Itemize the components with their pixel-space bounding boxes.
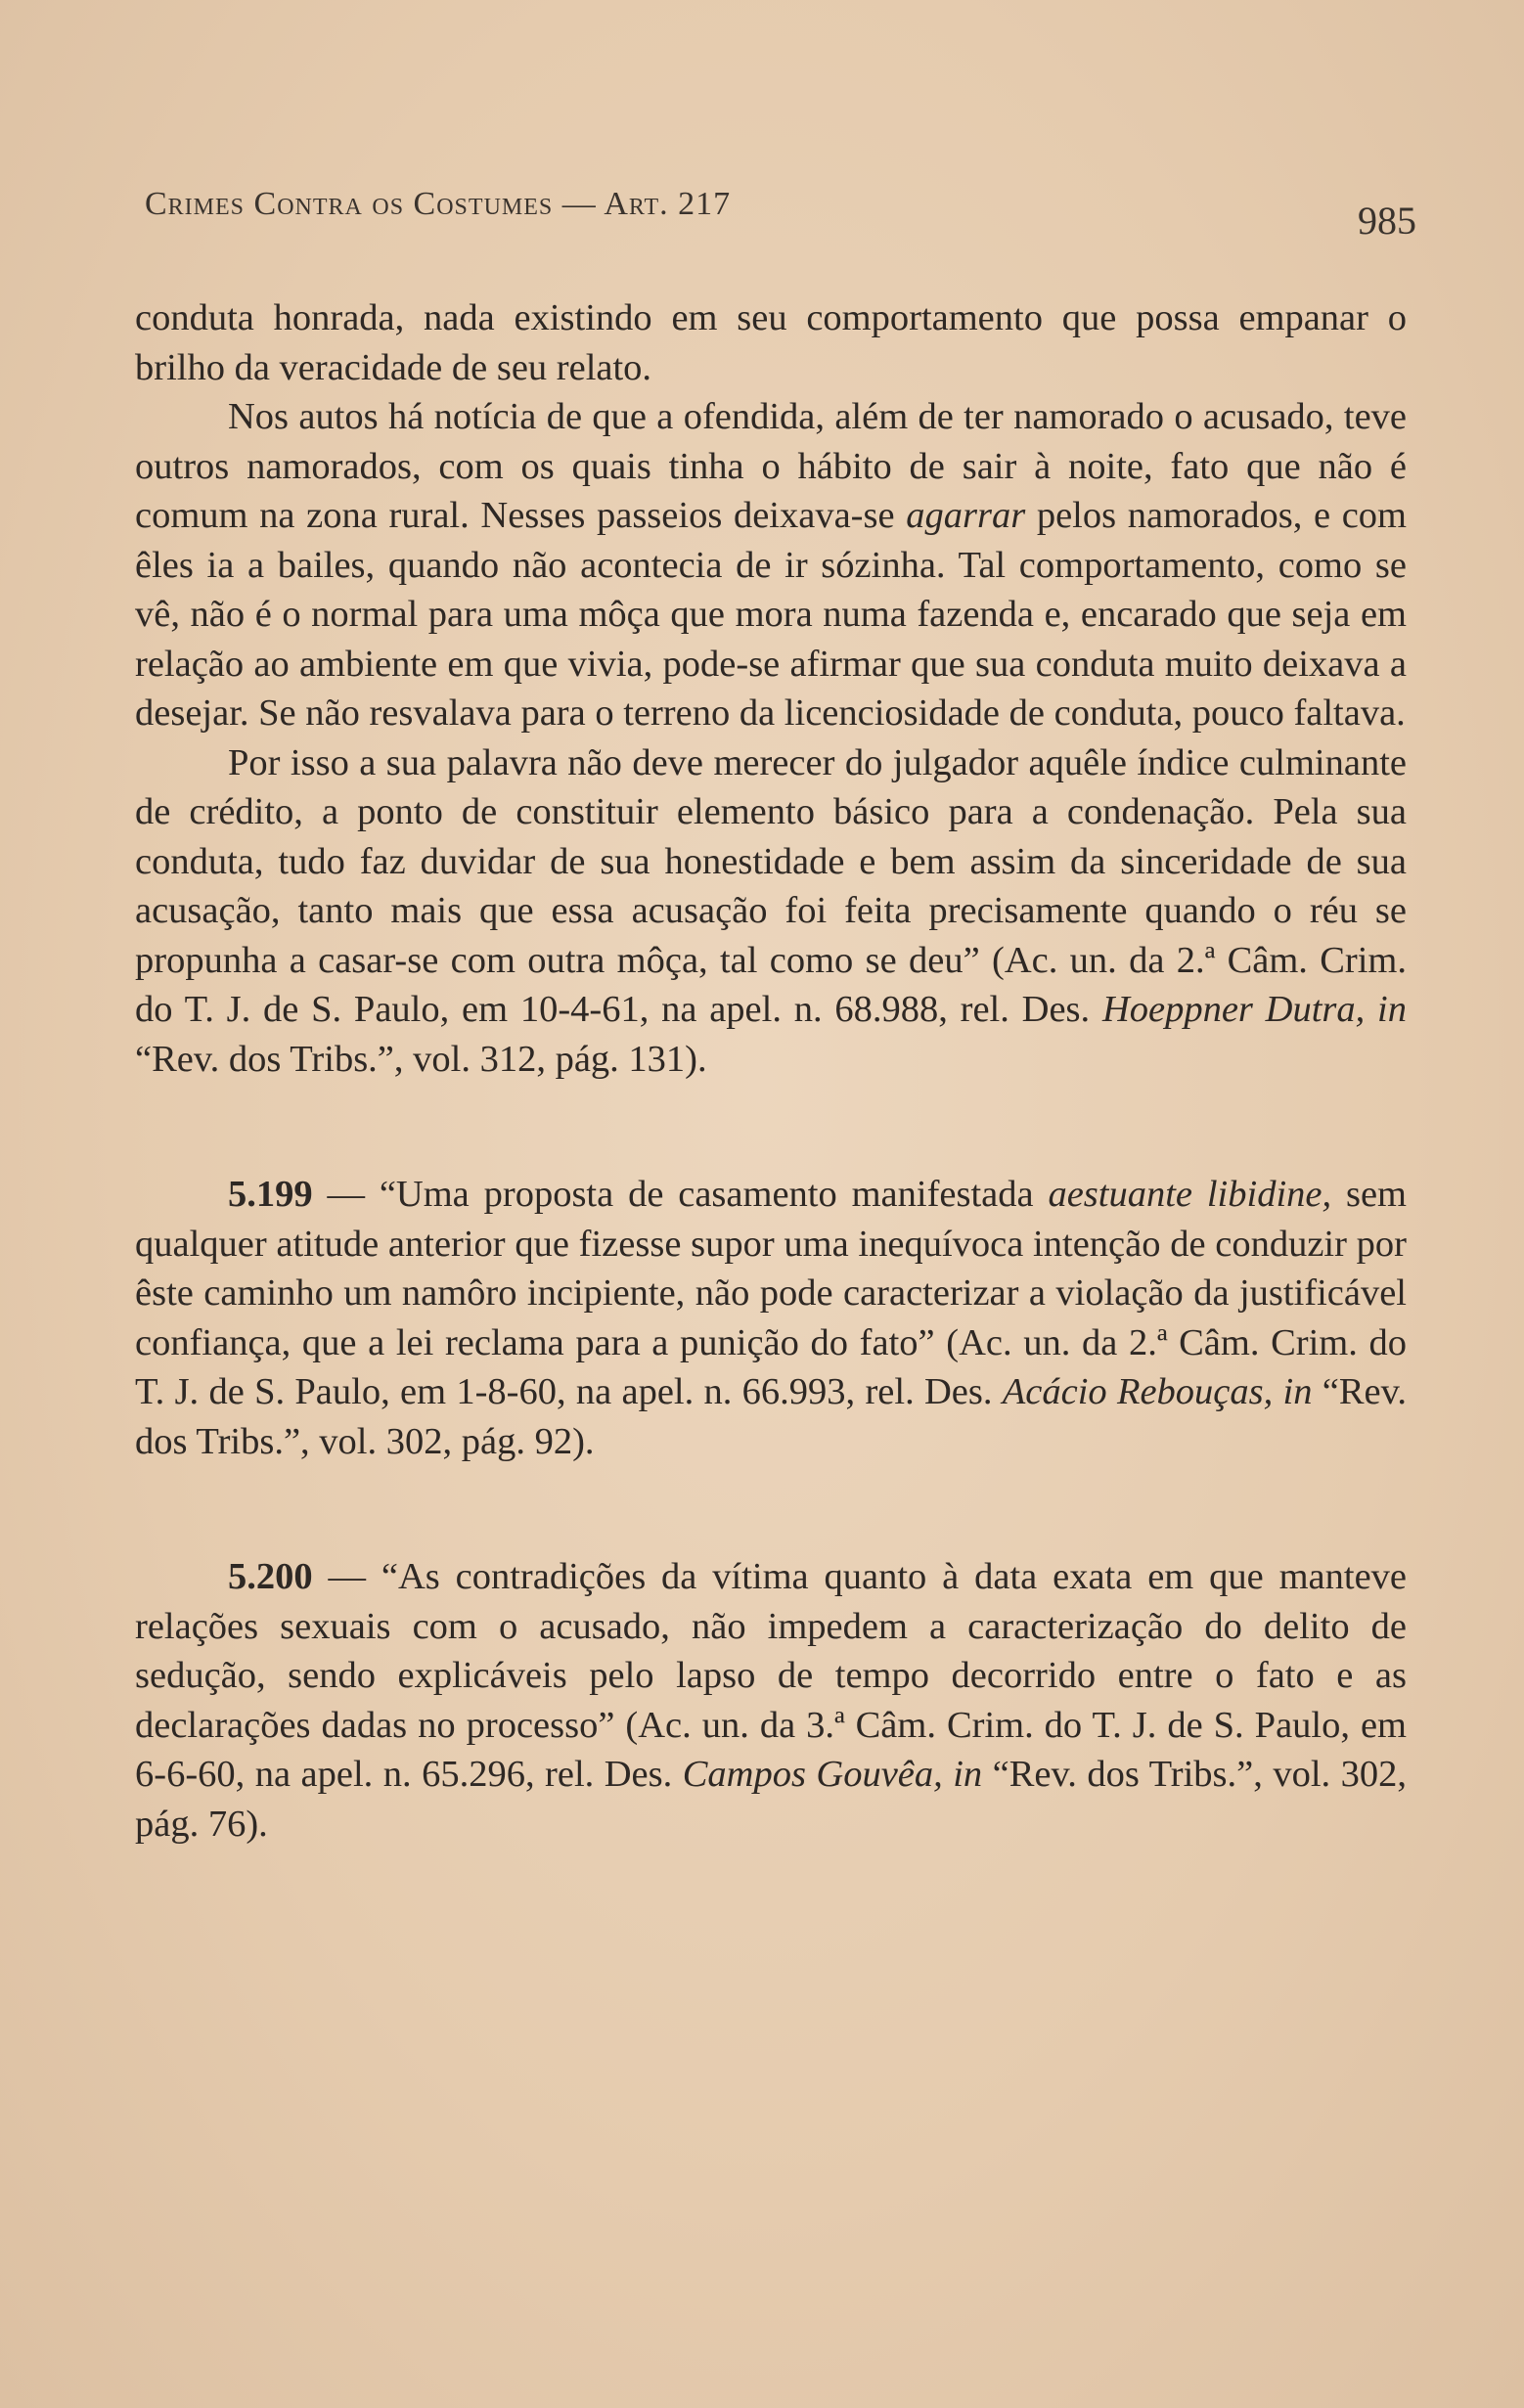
entry-text: — “As contradições da vítima quanto à data exata em que manteve relações sexuais com o acusado, não impedem a caracterização do delito de sedução, sendo explicáveis pelo lapso de tempo decorrido entre o fato e as declarações dadas no processo” (Ac. un. da 3.ª Câm. Crim. do T. J. de S. Paulo, em 6-6-60, na apel. n. 65.296, rel. Des. [135, 1556, 1407, 1795]
paragraph [135, 392, 1407, 738]
paragraph-continuation [135, 293, 1407, 392]
body-text [135, 293, 1407, 1849]
entry-number: 5.199 [228, 1174, 313, 1215]
paragraph-text: Por isso a sua palavra não deve merecer do julgador aquêle índice culminante de crédito, a ponto de constituir elemento básico para a condenação. Pela sua conduta, tudo faz duvidar de sua honestidade e bem assim da sinceridade de sua acusação, tanto mais que essa acusação foi feita precisamente quando o réu se propunha a casar-se com outra môça, tal como se deu” (Ac. un. da 2.ª Câm. Crim. do T. J. de S. Paulo, em 10-4-61, na apel. n. 68.988, rel. Des. [135, 741, 1407, 1030]
paragraph-text: “Rev. dos Tribs.”, vol. 312, pág. 131). [135, 1038, 707, 1080]
running-head: Crimes Contra os Costumes — Art. 217 [145, 186, 732, 222]
page-number: 985 [1358, 199, 1416, 243]
paragraph-text: Nos autos há notícia de que a ofendida, além de ter namorado o acusado, teve outros namorados, com os quais tinha o hábito de sair à noite, fato que não é comum na zona rural. Nesses passeios deixava-se [135, 396, 1407, 536]
entry-text: sem qualquer atitude anterior que fizesse supor uma inequívoca intenção de conduzir por êste caminho um namôro incipiente, não pode caracterizar a violação da justificável confiança, que a lei reclama para a punição do fato” (Ac. un. da 2.ª Câm. Crim. do T. J. de S. Paulo, em 1-8-60, na apel. n. 66.993, rel. Des. [135, 1174, 1407, 1412]
entry-text: — “Uma proposta de casamento manifestada [312, 1174, 1049, 1215]
italic-term: aestuante libidine, [1048, 1174, 1332, 1215]
italic-term: agarrar [906, 495, 1026, 536]
page-header [145, 186, 1416, 254]
jurisprudence-entry [135, 1552, 1407, 1849]
italic-citation: Hoeppner Dutra, in [1101, 989, 1407, 1030]
paragraph-text: conduta honrada, nada existindo em seu comportamento que possa empanar o brilho da veracidade de seu relato. [135, 297, 1407, 388]
jurisprudence-entry [135, 1170, 1407, 1466]
italic-citation: Acácio Rebouças, in [1002, 1371, 1313, 1412]
entry-number: 5.200 [228, 1556, 313, 1597]
italic-citation: Campos Gouvêa, in [682, 1754, 983, 1795]
entry-text: “Rev. dos Tribs.”, vol. 302, pág. 92). [135, 1371, 1407, 1462]
paragraph [135, 738, 1407, 1085]
paragraph-text: pelos namorados, e com êles ia a bailes, quando não acontecia de ir sózinha. Tal comportamento, como se vê, não é o normal para uma môça que mora numa fazenda e, encarado que seja em relação ao ambiente em que vivia, pode-se afirmar que sua conduta muito deixava a desejar. Se não resvalava para o terreno da licenciosidade de conduta, pouco faltava. [135, 495, 1407, 734]
entry-text: “Rev. dos Tribs.”, vol. 302, pág. 76). [135, 1754, 1407, 1845]
